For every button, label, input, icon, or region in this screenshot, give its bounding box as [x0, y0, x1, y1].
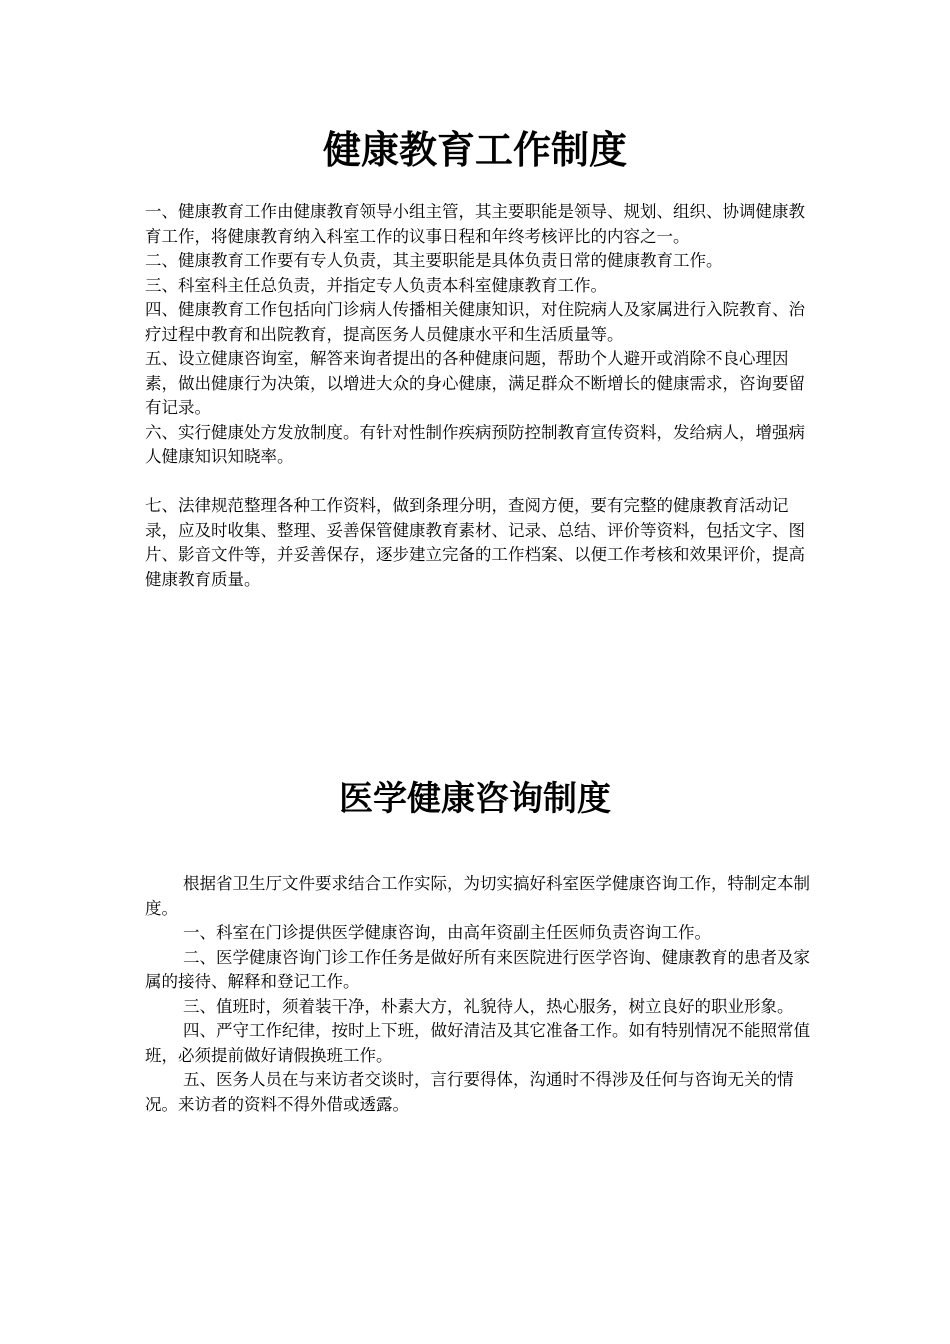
- rule-paragraph-2: 二、健康教育工作要有专人负责，其主要职能是具体负责日常的健康教育工作。: [145, 251, 723, 270]
- rule-paragraph-3: 三、科室科主任总负责，并指定专人负责本科室健康教育工作。: [145, 275, 607, 295]
- page-title-health-education: 健康教育工作制度: [322, 128, 627, 172]
- rule-paragraph-5: 五、医务人员在与来访者交谈时，言行要得体，沟通时不得涉及任何与咨询无关的情况。来访者的资料不得外借或透露。: [145, 1070, 794, 1114]
- rule-paragraph-2: 二、医学健康咨询门诊工作任务是做好所有来医院进行医学咨询、健康教育的患者及家属的接待、解释和登记工作。: [145, 947, 810, 991]
- intro-paragraph: 根据省卫生厅文件要求结合工作实际，为切实搞好科室医学健康咨询工作，特制定本制度。: [145, 874, 810, 918]
- rule-paragraph-7: 七、法律规范整理各种工作资料，做到条理分明，查阅方便，要有完整的健康教育活动记录，应及时收集、整理、妥善保管健康教育素材、记录、总结、评价等资料，包括文字、图片、影音文件等，并妥善保存，逐步建立完备的工作档案、以便工作考核和效果评价，提高健康教育质量。: [145, 496, 805, 589]
- rule-paragraph-4: 四、健康教育工作包括向门诊病人传播相关健康知识，对住院病人及家属进行入院教育、治疗过程中教育和出院教育，提高医务人员健康水平和生活质量等。: [145, 300, 805, 344]
- health-education-rules: [145, 200, 820, 592]
- rule-paragraph-6: 六、实行健康处方发放制度。有针对性制作疾病预防控制教育宣传资料，发给病人，增强病人健康知识知晓率。: [145, 422, 805, 466]
- rule-paragraph-3: 三、值班时，须着装干净，朴素大方，礼貌待人，热心服务，树立良好的职业形象。: [182, 996, 794, 1016]
- rule-paragraph-4: 四、严守工作纪律，按时上下班，做好清洁及其它准备工作。如有特别情况不能照常值班，必须提前做好请假换班工作。: [145, 1021, 810, 1065]
- page-title-medical-consultation: 医学健康咨询制度: [339, 779, 611, 819]
- medical-consultation-rules: [145, 872, 820, 1117]
- rule-paragraph-1: 一、科室在门诊提供医学健康咨询，由高年资副主任医师负责咨询工作。: [182, 923, 711, 942]
- rule-paragraph-1: 一、健康教育工作由健康教育领导小组主管，其主要职能是领导、规划、组织、协调健康教育工作，将健康教育纳入科室工作的议事日程和年终考核评比的内容之一。: [145, 202, 805, 246]
- rule-paragraph-5: 五、设立健康咨询室，解答来询者提出的各种健康问题，帮助个人避开或消除不良心理因素，做出健康行为决策，以增进大众的身心健康，满足群众不断增长的健康需求，咨询要留有记录。: [145, 349, 805, 417]
- paragraph-spacer: [145, 470, 820, 495]
